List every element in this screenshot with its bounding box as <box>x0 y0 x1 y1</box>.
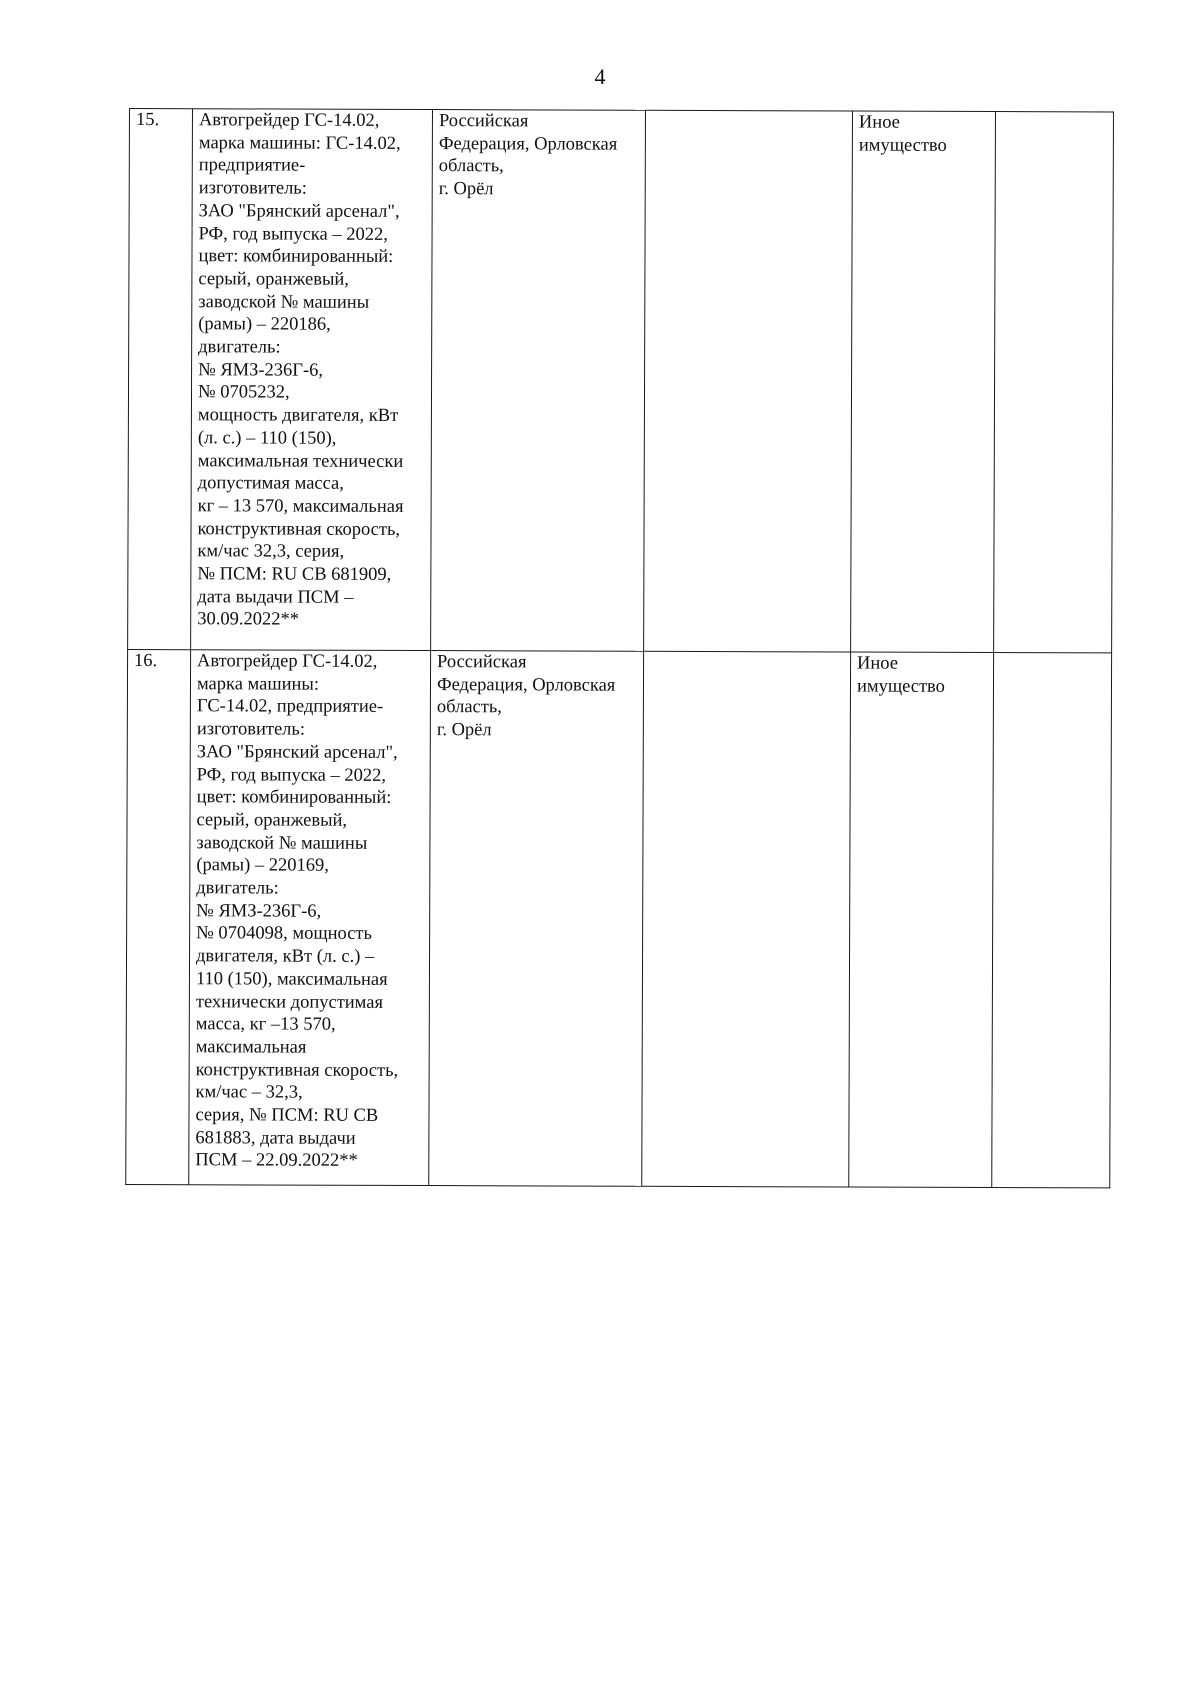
category-cell-line: Иное <box>857 653 899 674</box>
description-cell-line: изготовитель: <box>196 719 306 740</box>
description-cell-line: Автогрейдер ГС-14.02, <box>198 110 380 131</box>
description-cell-line: № ПСМ: RU CB 681909, <box>197 564 392 585</box>
description-cell-line: Автогрейдер ГС-14.02, <box>197 651 378 672</box>
description-cell-line: заводской № машины <box>198 291 370 313</box>
description-cell-line: двигатель: <box>198 337 281 358</box>
table-body <box>126 109 1114 1188</box>
row-number-cell: 16. <box>126 649 191 1184</box>
table-row <box>126 649 1112 1187</box>
location-cell-line: г. Орёл <box>438 179 494 200</box>
location-cell <box>429 651 644 1187</box>
description-cell-line: 681883, дата выдачи <box>195 1128 356 1149</box>
location-cell-line: Федерация, Орловская <box>436 674 616 696</box>
property-table <box>125 108 1114 1188</box>
description-cell-line: двигателя, кВт (л. с.) – <box>196 946 375 968</box>
description-cell-line: мощность двигателя, кВт <box>197 405 399 427</box>
empty-cell-col4 <box>642 651 851 1187</box>
description-cell-line: масса, кг –13 570, <box>195 1014 336 1035</box>
description-cell-line: конструктивная скорость, <box>197 518 401 540</box>
description-cell-line: км/час – 32,3, <box>195 1082 303 1103</box>
location-cell-line: Федерация, Орловская <box>438 133 618 155</box>
description-cell-line: РФ, год выпуска – 2022, <box>198 223 388 245</box>
category-cell <box>851 111 996 652</box>
location-cell-line: область, <box>436 697 502 718</box>
description-cell <box>191 109 433 651</box>
description-cell-line: № ЯМЗ-236Г-6, <box>198 359 324 381</box>
description-cell-line: № 0704098, мощность <box>196 923 372 945</box>
description-cell-line: изготовитель: <box>198 178 307 199</box>
description-cell-line: максимальная <box>195 1037 307 1058</box>
description-cell-line: технически допустимая <box>195 991 384 1013</box>
location-cell-line: г. Орёл <box>436 720 492 741</box>
description-cell-line: (рамы) – 220186, <box>198 314 331 336</box>
location-cell <box>431 110 646 652</box>
category-cell <box>849 652 994 1187</box>
description-cell-line: ЗАО "Брянский арсенал", <box>196 742 398 763</box>
description-cell-line: (рамы) – 220169, <box>196 855 329 877</box>
table-row <box>128 109 1114 653</box>
description-cell-line: конструктивная скорость, <box>195 1059 399 1081</box>
row-number-cell: 15. <box>128 109 193 650</box>
description-cell-line: максимальная технически <box>197 450 404 472</box>
empty-cell-col6 <box>994 112 1114 653</box>
location-cell-line: область, <box>438 156 504 177</box>
description-cell-line: РФ, год выпуска – 2022, <box>196 764 387 786</box>
description-cell-line: ЗАО "Брянский арсенал", <box>198 201 400 222</box>
description-cell-line: (л. с.) – 110 (150), <box>197 428 337 449</box>
description-cell <box>189 650 431 1186</box>
description-cell-line: предприятие- <box>198 155 306 177</box>
description-cell-line: № 0705232, <box>197 382 290 403</box>
description-cell-line: дата выдачи ПСМ – <box>197 587 354 608</box>
description-cell-line: марка машины: <box>196 673 320 695</box>
category-cell-line: Иное <box>858 112 900 133</box>
description-cell-line: серый, оранжевый, <box>196 810 348 831</box>
location-cell-line: Российская <box>438 111 529 132</box>
description-cell-line: серый, оранжевый, <box>198 269 349 290</box>
category-cell-line: имущество <box>856 676 945 697</box>
empty-cell-col4 <box>644 110 853 652</box>
description-cell-line: серия, № ПСМ: RU CB <box>195 1105 379 1126</box>
description-cell-line: допустимая масса, <box>197 473 344 495</box>
description-cell-line: цвет: комбинированный: <box>198 246 394 268</box>
page-number: 4 <box>594 64 606 89</box>
description-cell-line: № ЯМЗ-236Г-6, <box>196 900 322 922</box>
description-cell-line: цвет: комбинированный: <box>196 787 392 809</box>
description-cell-line: ПСМ – 22.09.2022** <box>195 1150 358 1172</box>
description-cell-line: кг – 13 570, максимальная <box>197 496 404 517</box>
location-cell-line: Российская <box>437 652 527 673</box>
description-cell-line: ГС-14.02, предприятие- <box>196 696 384 718</box>
description-cell-line: км/час 32,3, серия, <box>197 541 345 563</box>
description-cell-line: заводской № машины <box>196 832 368 854</box>
description-cell-line: двигатель: <box>196 878 279 899</box>
category-cell-line: имущество <box>858 135 947 156</box>
description-cell-line: 110 (150), максимальная <box>195 969 388 990</box>
empty-cell-col6 <box>992 653 1112 1188</box>
description-cell-line: 30.09.2022** <box>197 609 299 631</box>
description-cell-line: марка машины: ГС-14.02, <box>198 132 401 154</box>
